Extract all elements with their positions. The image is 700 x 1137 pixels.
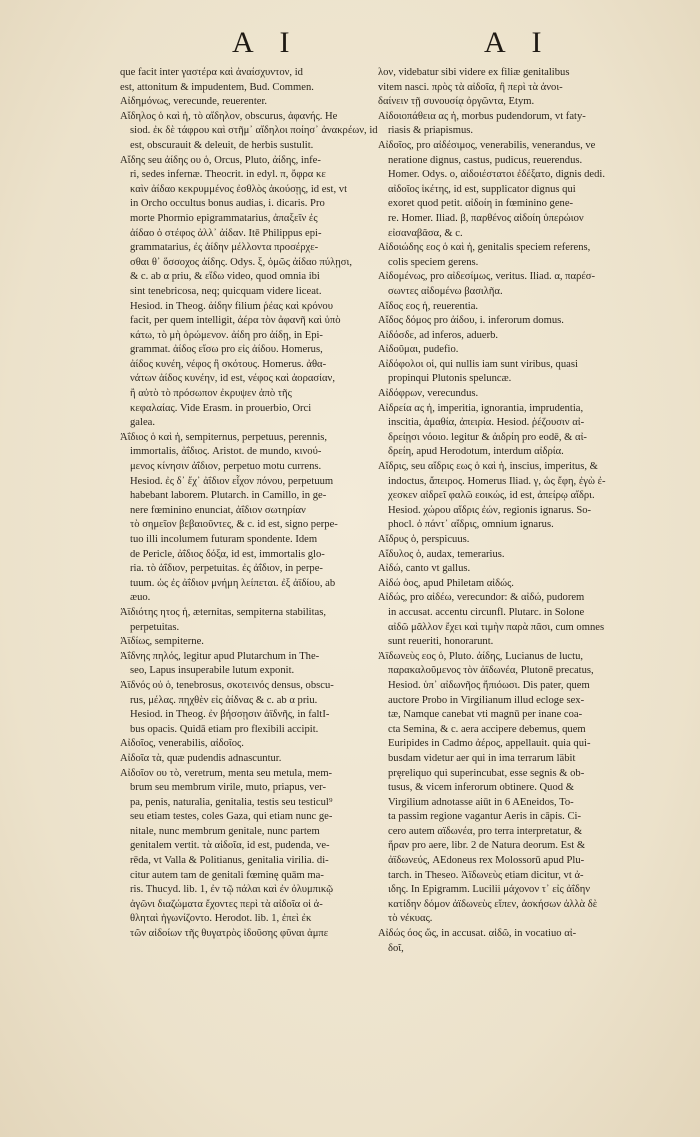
- text-line: Ἀΐδιος ὁ καὶ ἡ, sempiternus, perpetuus, perennis,: [120, 431, 328, 443]
- text-line: Αἰδοῖον ου τὸ, veretrum, menta seu metula, mem-: [120, 767, 333, 779]
- text-line: phocl. ὁ πάντ᾽ αἴδρις, omnium ignarus.: [388, 519, 554, 531]
- text-line: Αἰδόσδε, ad inferos, aduerb.: [378, 329, 499, 341]
- text-line: νάτων ἀίδος κυνέην, id est, νέφος καὶ ἀορασίαν,: [130, 373, 335, 385]
- text-line: Αἴδρις, seu αἴδρις εως ὁ καὶ ἡ, inscius, imperitus, &: [378, 461, 598, 473]
- text-line: galea.: [130, 417, 155, 429]
- text-line: tæ, Namque canebat vti magnū per inane coa-: [388, 709, 583, 721]
- text-line: genitalem vertit. τὰ αἰδοῖα, id est, pudenda, ve-: [130, 840, 330, 852]
- text-line: auctore Probo in Virgilianum illud ecloge sex-: [388, 694, 585, 706]
- text-line: nitale, nunc membrum genitale, nunc partem: [130, 825, 320, 837]
- text-line: siod. ἐκ δὲ τάφρου καὶ στῆμ᾽ αἴδηλοι ποίησ᾽ ἀνακρέων, id: [130, 125, 378, 137]
- text-line: παρακαλοῦμενος τὸν ἀϊδωνέα, Plutonē precatus,: [388, 665, 594, 677]
- text-line: Αἴδης seu ἀίδης ου ὁ, Orcus, Pluto, ἀίδης, infe-: [120, 154, 321, 166]
- text-line: est, obscurauit & deleuit, de herbis sustulit.: [130, 139, 314, 151]
- text-line: ri, sedes infernæ. Theocrit. in edyl. π, ὄφρα κε: [130, 169, 326, 181]
- text-line: Ἀΐδνης πηλός, legitur apud Plutarchum in The-: [120, 650, 320, 662]
- text-line: τῶν αἰδοίων τῆς θυγατρὸς ἰδοῦσης φῦναι ἀμπε: [130, 928, 329, 940]
- text-line: εἰσαναβᾶσα, & c.: [388, 227, 463, 239]
- text-line: Αἰδόφρων, verecundus.: [378, 388, 479, 400]
- text-line: ἀγῶνι διαζώματα ἔχοντες περὶ τὰ αἰδοῖα οἱ ἀ-: [130, 898, 323, 910]
- text-line: Αἴδρυς ὁ, perspicuus.: [378, 534, 470, 545]
- left-column: [120, 66, 382, 942]
- text-line: Ἀϊδνός οὐ ὁ, tenebrosus, σκοτεινός densus, obscu-: [120, 679, 334, 691]
- text-line: tusus, & vicem inferorum obtinere. Quod &: [388, 782, 574, 794]
- text-line: Αἰδοῖα τὰ, quæ pudendis adnascuntur.: [120, 752, 282, 764]
- text-line: αἰδῶ μᾶλλον ἔχει καὶ τιμὴν παρὰ πᾶσι, cum omnes: [388, 621, 605, 633]
- text-line: Αἰδοῖος, venerabilis, αἰδοῖος.: [120, 738, 244, 750]
- text-line: κάτω, τὸ μὴ ὁρώμενον. ἀίδη pro ἀίδῃ, in Epi-: [130, 329, 323, 341]
- text-line: χεσκεν αἰδρεῖ φαλῶ εοικώς, id est, ἀπείρῳ αἴδρι.: [388, 490, 595, 502]
- text-line: habebant laborem. Plutarch. in Camillo, in ge-: [130, 490, 327, 502]
- text-line: Αἰδοιώδης εος ὁ καὶ ἡ, genitalis speciem referens,: [378, 242, 591, 254]
- text-line: inscitia, ἀμαθία, ἀπειρία. Hesiod. ῥέζουσιν αἰ-: [388, 417, 585, 429]
- text-line: κεφαλαίας. Vide Erasm. in prouerbio, Orci: [130, 402, 312, 414]
- text-line: σθαι θ᾽ ὅσσοχος ἀίδης. Odys. ξ, ὁμῶς ἀίδαο πύλῃσι,: [130, 256, 352, 268]
- text-line: Αἰδοῖος, pro αἰδέσιμος, venerabilis, venerandus, ve: [378, 139, 596, 151]
- text-line: Hesiod. in Theog. ἀίδην filium ῥέας καὶ κρόνου: [130, 300, 333, 312]
- text-line: Ἀϊδιότης ητος ἡ, æternitas, sempiterna stabilitas,: [120, 606, 327, 618]
- text-line: Αἰδοῦμαι, pudefio.: [378, 344, 459, 356]
- text-line: seu etiam testes, coles Gaza, qui etiam nunc ge-: [130, 811, 333, 823]
- text-line: ta passim regione vagantur Aeris in cāpis. Ci-: [388, 811, 581, 823]
- text-line: Αἰδώ, canto vt gallus.: [378, 563, 471, 575]
- text-line: αἰδοῖος ἱκέτης, id est, supplicator dignus qui: [388, 183, 576, 195]
- right-column: [378, 66, 640, 956]
- text-line: Αἰδοιοπάθεια ας ἡ, morbus pudendorum, vt faty-: [378, 110, 586, 122]
- text-line: in Orcho occultus bonus audias, i. dicaris. Pro: [130, 198, 325, 210]
- text-line: perpetuitas.: [130, 621, 180, 633]
- text-line: ἀϊδωνεύς, AEdoneus rex Molossorū apud Plu-: [388, 855, 585, 867]
- text-line: κατίδην δόμον ἀϊδωνεὺς εἴπεν, ἀσκήσων ἀλλὰ δὲ: [388, 898, 598, 910]
- text-line: est, attonitum & impudentem, Bud. Commen.: [120, 81, 314, 93]
- text-line: sint tenebricosa, neq; quicquam videre liceat.: [130, 285, 322, 297]
- text-line: ιδης. In Epigramm. Lucilii μάχονον τ᾽ εἰς ἀΐδην: [388, 884, 591, 896]
- text-line: brum seu membrum virile, muto, priapus, ver-: [130, 782, 327, 794]
- text-line: Αἰδώς όος ὥς, in accusat. αἰδῶ, in vocatiuo αἰ-: [378, 928, 577, 940]
- text-line: τὸ νέκυας.: [388, 913, 433, 925]
- text-line: morte Phormio epigrammatarius, ἀπαξεῖν ἐς: [130, 212, 318, 224]
- text-line: cero autem αϊδωνέα, pro terra interpretatur, &: [388, 825, 583, 837]
- text-line: tuum. ὡς ἐς ἀΐδιον μνήμη λείπεται. ἐξ ἀϊδίου, ab: [130, 577, 336, 589]
- text-line: pa, penis, naturalia, genitalia, testis seu testicul⁹: [130, 796, 333, 808]
- text-line: ἀίδος κυνέη, νέφος ἢ σκότους. Homerus. ἀθα-: [130, 358, 327, 370]
- running-header-left: A I: [232, 26, 300, 59]
- text-line: Αἰδώς, pro αἰδέω, verecundor: & αἰδώ, pudorem: [378, 592, 585, 604]
- text-line: Αἰδομένως, pro αἰδεσίμως, veritus. Iliad. α, παρέσ-: [378, 271, 596, 283]
- text-line: cta Semina, & c. aera accipere debemus, quem: [388, 723, 586, 735]
- text-line: tuo illi incolumem futuram spondente. Idem: [130, 534, 318, 545]
- text-line: grammatarius, ἐς ἀίδην μέλλοντα προσέρχε-: [130, 242, 319, 254]
- text-line: Αἰδόφολοι οἱ, qui nullis iam sunt viribus, quasi: [378, 358, 578, 370]
- text-line: Hesiod. ἐς δ᾽ ἔχ᾽ ἀΐδιον εἷχον πόνου, perpetuum: [130, 475, 334, 487]
- text-line: δοῖ,: [388, 942, 404, 954]
- running-header-right: A I: [484, 26, 552, 59]
- text-line: de Pericle, ἀΐδιος δόξα, id est, immortalis glo-: [130, 548, 325, 560]
- text-line: θληταὶ ἠγωνίζοντο. Herodot. lib. 1, ἐπεὶ ἐκ: [130, 913, 312, 925]
- text-line: rus, μέλας. πηχθὲν εἰς ἀίδνας & c. ab α priu.: [130, 694, 318, 706]
- text-line: Αἴδηλος ὁ καὶ ἡ, τὸ αἴδηλον, obscurus, ἀφανής. He: [120, 110, 338, 122]
- text-line: ἀίδαο ὁ στέφος ἀλλ᾽ ἀίδαν. Itē Philippus epi-: [130, 227, 322, 239]
- text-line: Hesiod. ὑπ᾽ αἰδωνῆος ἤπιόωσι. Dis pater, quem: [388, 679, 590, 691]
- text-line: que facit inter γαστέρα καὶ ἀναίσχυντον, id: [120, 67, 303, 78]
- text-line: colis speciem gerens.: [388, 256, 479, 268]
- text-line: æuo.: [130, 592, 151, 604]
- text-line: σωντες αἰδομένω βασιλῆα.: [388, 285, 503, 297]
- text-line: Αἴδος εος ἡ, reuerentia.: [378, 300, 479, 312]
- text-line: re. Homer. Iliad. β, παρθένος αἰδοίη ὑπερώιον: [388, 212, 584, 224]
- text-line: Euripides in Cadmo ἀέρος, appellauit. quia qui-: [388, 738, 591, 750]
- text-line: ἢ αὐτὸ τὸ πρόσωπον ἐκρυψεν ἀπὸ τῆς: [130, 388, 292, 400]
- text-line: Αἰδημόνως, verecunde, reuerenter.: [120, 96, 268, 108]
- text-line: Homer. Odys. ο, αἰδοιέστατοι ἐδέξατο, dignis dedi.: [388, 169, 606, 181]
- text-line: vitem nasci. πρὸς τὰ αἰδοῖα, ἢ περὶ τὰ ἀνοι-: [378, 81, 563, 93]
- text-line: τὸ σημεῖον βεβαιοῦντες, & c. id est, signo perpe-: [130, 519, 338, 531]
- text-line: Hesiod. in Theog. ἐν βήσσῃσιν ἀϊδνῆς, in faltI-: [130, 709, 330, 721]
- text-line: & c. ab α priu, & εἴδω video, quod omnia ibi: [130, 271, 320, 283]
- text-line: exoret quod petit. αἰδοίη in fœminino gene-: [388, 198, 574, 210]
- text-line: δρείῃσι νόοιο. legitur & ἀιδρίη pro eodē, & αἰ-: [388, 431, 587, 443]
- text-line: propinqui Plutonis speluncæ.: [388, 373, 512, 385]
- text-line: sunt reueriti, honorarunt.: [388, 636, 494, 648]
- text-line: rēda, vt Valla & Politianus, genitalia virilia. di-: [130, 855, 329, 867]
- text-line: καὶν ἀίδαο κεκρυμμένος ἐσθλὸς ἀκούσῃς, id est, vt: [130, 183, 348, 195]
- text-line: in accusat. accentu circunfl. Plutarc. in Solone: [388, 606, 585, 618]
- text-line: neratione dignus, castus, pudicus, reuerendus.: [388, 154, 583, 166]
- text-line: ἥραν pro aere, libr. 2 de Natura deorum. Est &: [388, 840, 586, 852]
- text-line: immortalis, ἀΐδιος. Aristot. de mundo, κινού-: [130, 446, 322, 458]
- text-line: ris. Thucyd. lib. 1, ἐν τῷ πάλαι καὶ ἐν ὀλυμπικῷ: [130, 884, 334, 896]
- text-line: δρείη, apud Herodotum, interdum αἰδρία.: [388, 446, 564, 458]
- text-line: busdam videtur aer qui in ima terrarum läbit: [388, 752, 576, 764]
- text-line: riasis & priapismus.: [388, 125, 474, 137]
- text-line: pręreliquo qui superincubat, esse segnis & ob-: [388, 767, 585, 779]
- text-line: λον, videbatur sibi videre ex filiæ genitalibus: [378, 67, 570, 78]
- text-line: δαίνειν τῇ συνουσίᾳ ὀργῶντα, Etym.: [378, 96, 535, 108]
- text-line: Αἰδρεία ας ἡ, imperitia, ignorantia, imprudentia,: [378, 402, 584, 414]
- text-line: Ἀϊδωνεὺς εος ὁ, Pluto. ἀίδης, Lucianus de luctu,: [378, 650, 584, 662]
- text-line: Virgilium adnotasse aiūt in 6 AEneidos, To-: [388, 796, 574, 808]
- text-line: ria. τὸ ἀΐδιον, perpetuitas. ἐς ἀΐδιον, in perpe-: [130, 563, 323, 575]
- text-line: tarch. in Theseo. Ἀϊδωνεὺς etiam dicitur, vt ἀ-: [388, 869, 584, 881]
- text-line: indoctus, ἄπειρος. Homerus Iliad. γ, ὡς ἔφη, ἐγὼ ἐ-: [388, 475, 606, 487]
- text-line: Hesiod. χώρου αἴδρις ἐών, regionis ignarus. So-: [388, 504, 592, 516]
- text-line: seo, Lapus insuperabile lutum exponit.: [130, 665, 295, 677]
- text-line: Αἰδώ ὀος, apud Philetam αἰδώς.: [378, 577, 514, 589]
- text-line: μενος κίνησιν ἀΐδιον, perpetuo motu currens.: [130, 461, 322, 473]
- text-line: Αἴδυλος ὁ, audax, temerarius.: [378, 548, 505, 560]
- text-line: Ἀϊδίως, sempiterne.: [120, 636, 204, 648]
- text-line: nere fœminino enunciat, ἀΐδιον σωτηρίαν: [130, 504, 306, 516]
- text-line: citur autem tam de genitali fœminę quām ma-: [130, 869, 324, 881]
- text-line: Αἴδος δόμος pro ἀίδου, i. inferorum domus.: [378, 315, 564, 327]
- text-line: grammat. ἀίδος εἴσω pro εἰς ἀίδου. Homerus,: [130, 344, 323, 356]
- text-line: facit, per quem intelligit, ἀέρα τὸν ἀφανῆ καὶ ὑπὸ: [130, 315, 341, 327]
- text-line: bus opacis. Quidā etiam pro flexibili accipit.: [130, 723, 319, 735]
